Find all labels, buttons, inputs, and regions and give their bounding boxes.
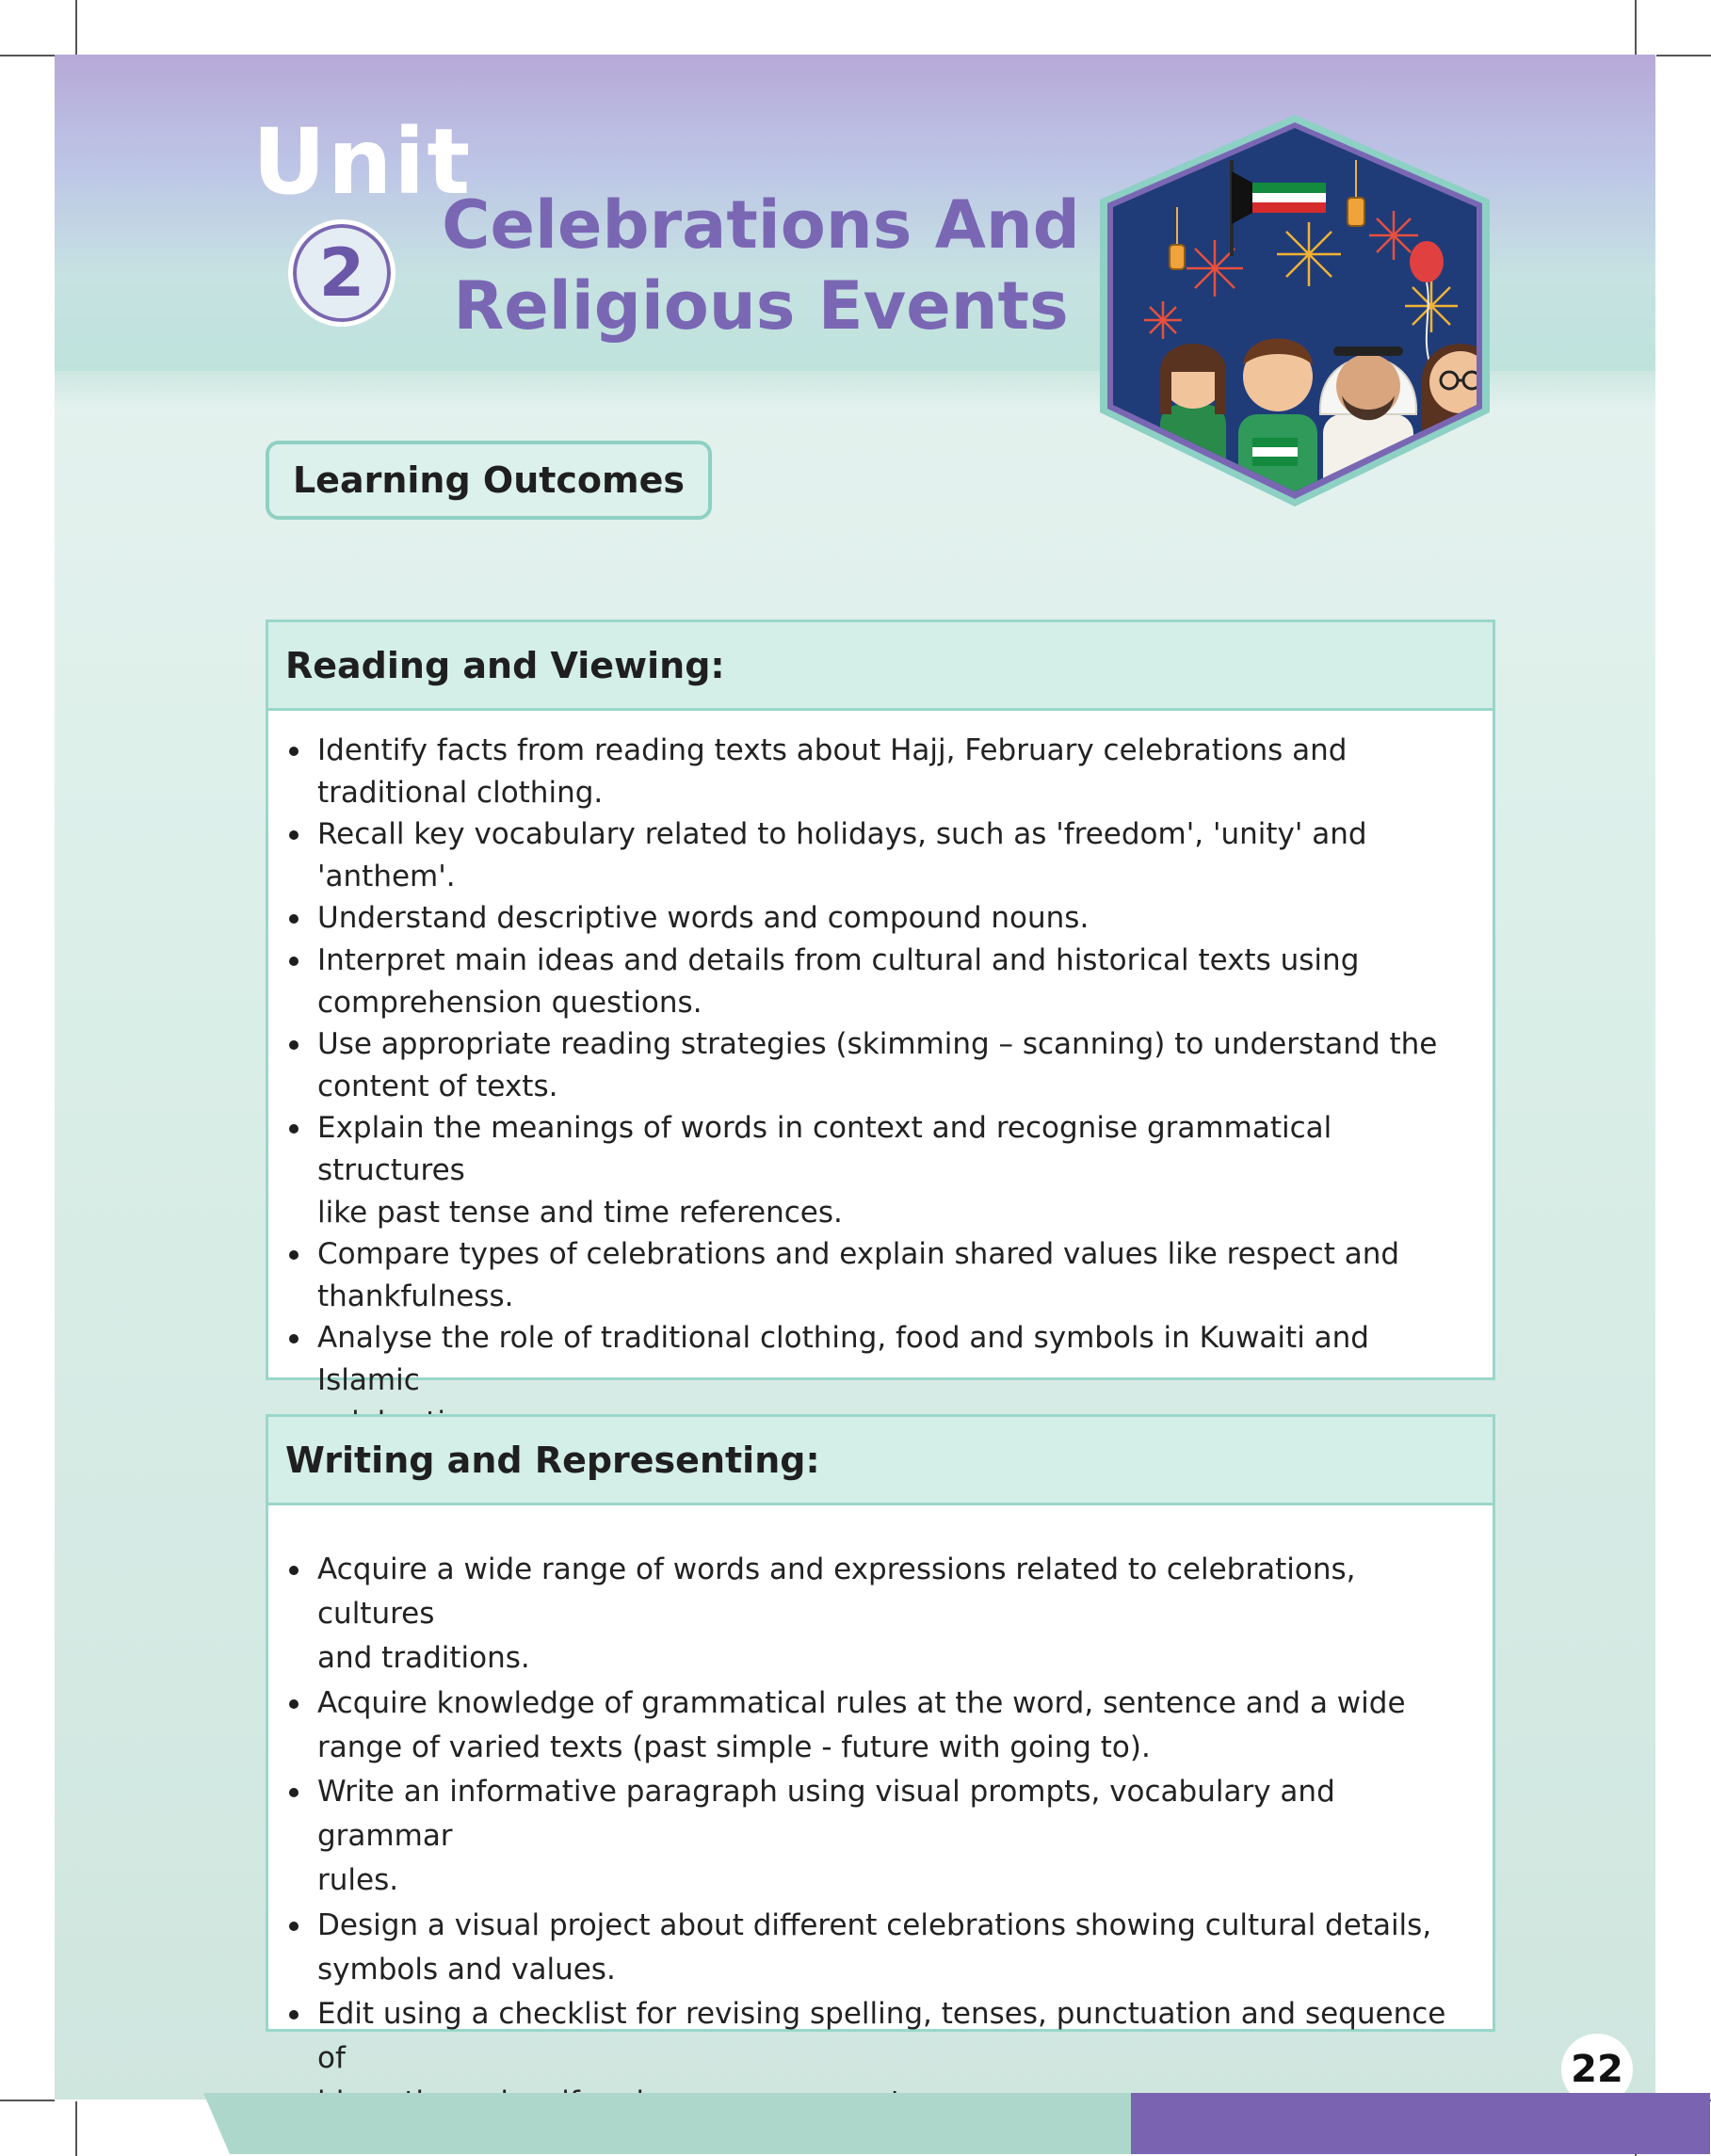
list-item-line: symbols and values. [317, 1952, 616, 1987]
list-item-line: range of varied texts (past simple - future with going to). [317, 1730, 1151, 1764]
list-item [285, 813, 1474, 897]
list-item-line: Design a visual project about different celebrations showing cultural details, [317, 1907, 1432, 1942]
unit-number-badge [288, 219, 395, 327]
list-item-line: Edit using a checklist for revising spelling, tenses, punctuation and sequence of [317, 1997, 1446, 2076]
list-item-line: comprehension questions. [317, 985, 702, 1020]
bullet-icon [289, 1922, 299, 1931]
list-item-line: Explain the meanings of words in context and recognise grammatical structures [317, 1111, 1332, 1187]
list-item [285, 940, 1474, 1023]
list-item [285, 730, 1474, 813]
list-item [285, 1023, 1474, 1107]
page [55, 55, 1655, 2100]
list-item [285, 1548, 1474, 1681]
unit-title-line2: Religious Events [453, 267, 1069, 345]
unit-number: 2 [318, 234, 365, 312]
list-item [285, 897, 1474, 940]
bullet-icon [289, 830, 299, 840]
crop-mark [75, 2101, 77, 2156]
crop-mark [1635, 0, 1637, 55]
bullet-icon [289, 957, 299, 966]
bullet-icon [289, 914, 299, 924]
crop-mark [1656, 55, 1711, 56]
crop-mark [0, 55, 55, 56]
list-item-line: 'anthem'. [317, 859, 456, 893]
list-item [285, 1770, 1474, 1904]
unit-label: Unit [252, 109, 473, 215]
list-item-line: Use appropriate reading strategies (skimming – scanning) to understand the [317, 1027, 1438, 1062]
list-item-line: content of texts. [317, 1069, 558, 1103]
list-item [285, 1107, 1474, 1233]
list-item-line: Interpret main ideas and details from cultural and historical texts using [317, 942, 1360, 977]
footer-bar-purple [1131, 2093, 1710, 2154]
reading-viewing-heading: Reading and Viewing: [268, 622, 1493, 711]
bullet-icon [289, 747, 299, 756]
bullet-icon [289, 1124, 299, 1134]
list-item-line: and traditions. [317, 1641, 530, 1676]
list-item-line: thankfulness. [317, 1279, 514, 1313]
bullet-icon [289, 1566, 299, 1575]
celebration-illustration [1073, 104, 1516, 518]
bullet-icon [289, 1699, 299, 1709]
writing-representing-list [268, 1505, 1493, 2126]
crop-mark [0, 2100, 55, 2101]
list-item-line: Compare types of celebrations and explain shared values like respect and [317, 1237, 1400, 1272]
list-item-line: Identify facts from reading texts about Hajj, February celebrations and [317, 733, 1348, 767]
bullet-icon [289, 1040, 299, 1050]
learning-outcomes-label: Learning Outcomes [266, 441, 712, 520]
reading-viewing-list [268, 711, 1493, 1443]
list-item-line: traditional clothing. [317, 775, 604, 810]
list-item [285, 1233, 1474, 1317]
list-item [285, 1681, 1474, 1770]
list-item-line: Acquire knowledge of grammatical rules at the word, sentence and a wide [317, 1685, 1406, 1720]
list-item-line: rules. [317, 1863, 399, 1898]
bullet-icon [289, 1334, 299, 1343]
list-item [285, 1904, 1474, 1992]
reading-viewing-panel [266, 619, 1495, 1397]
unit-title [431, 185, 1090, 346]
bullet-icon [289, 1250, 299, 1260]
page-number: 22 [1561, 2034, 1633, 2105]
bullet-icon [289, 1788, 299, 1797]
writing-representing-panel [266, 1414, 1495, 2076]
crop-mark [75, 0, 77, 55]
list-item-line: like past tense and time references. [317, 1195, 843, 1230]
unit-title-line1: Celebrations And [442, 186, 1080, 264]
footer-bar-teal [203, 2093, 1131, 2154]
list-item-line: Recall key vocabulary related to holidays, such as 'freedom', 'unity' and [317, 817, 1367, 852]
bullet-icon [289, 2010, 299, 2019]
list-item-line: Understand descriptive words and compound nouns. [317, 901, 1090, 936]
list-item-line: Analyse the role of traditional clothing, food and symbols in Kuwaiti and Islamic [317, 1321, 1369, 1397]
writing-representing-heading: Writing and Representing: [268, 1417, 1493, 1505]
list-item-line: Acquire a wide range of words and expressions related to celebrations, cultures [317, 1553, 1356, 1632]
list-item-line: Write an informative paragraph using visual prompts, vocabulary and grammar [317, 1775, 1335, 1854]
